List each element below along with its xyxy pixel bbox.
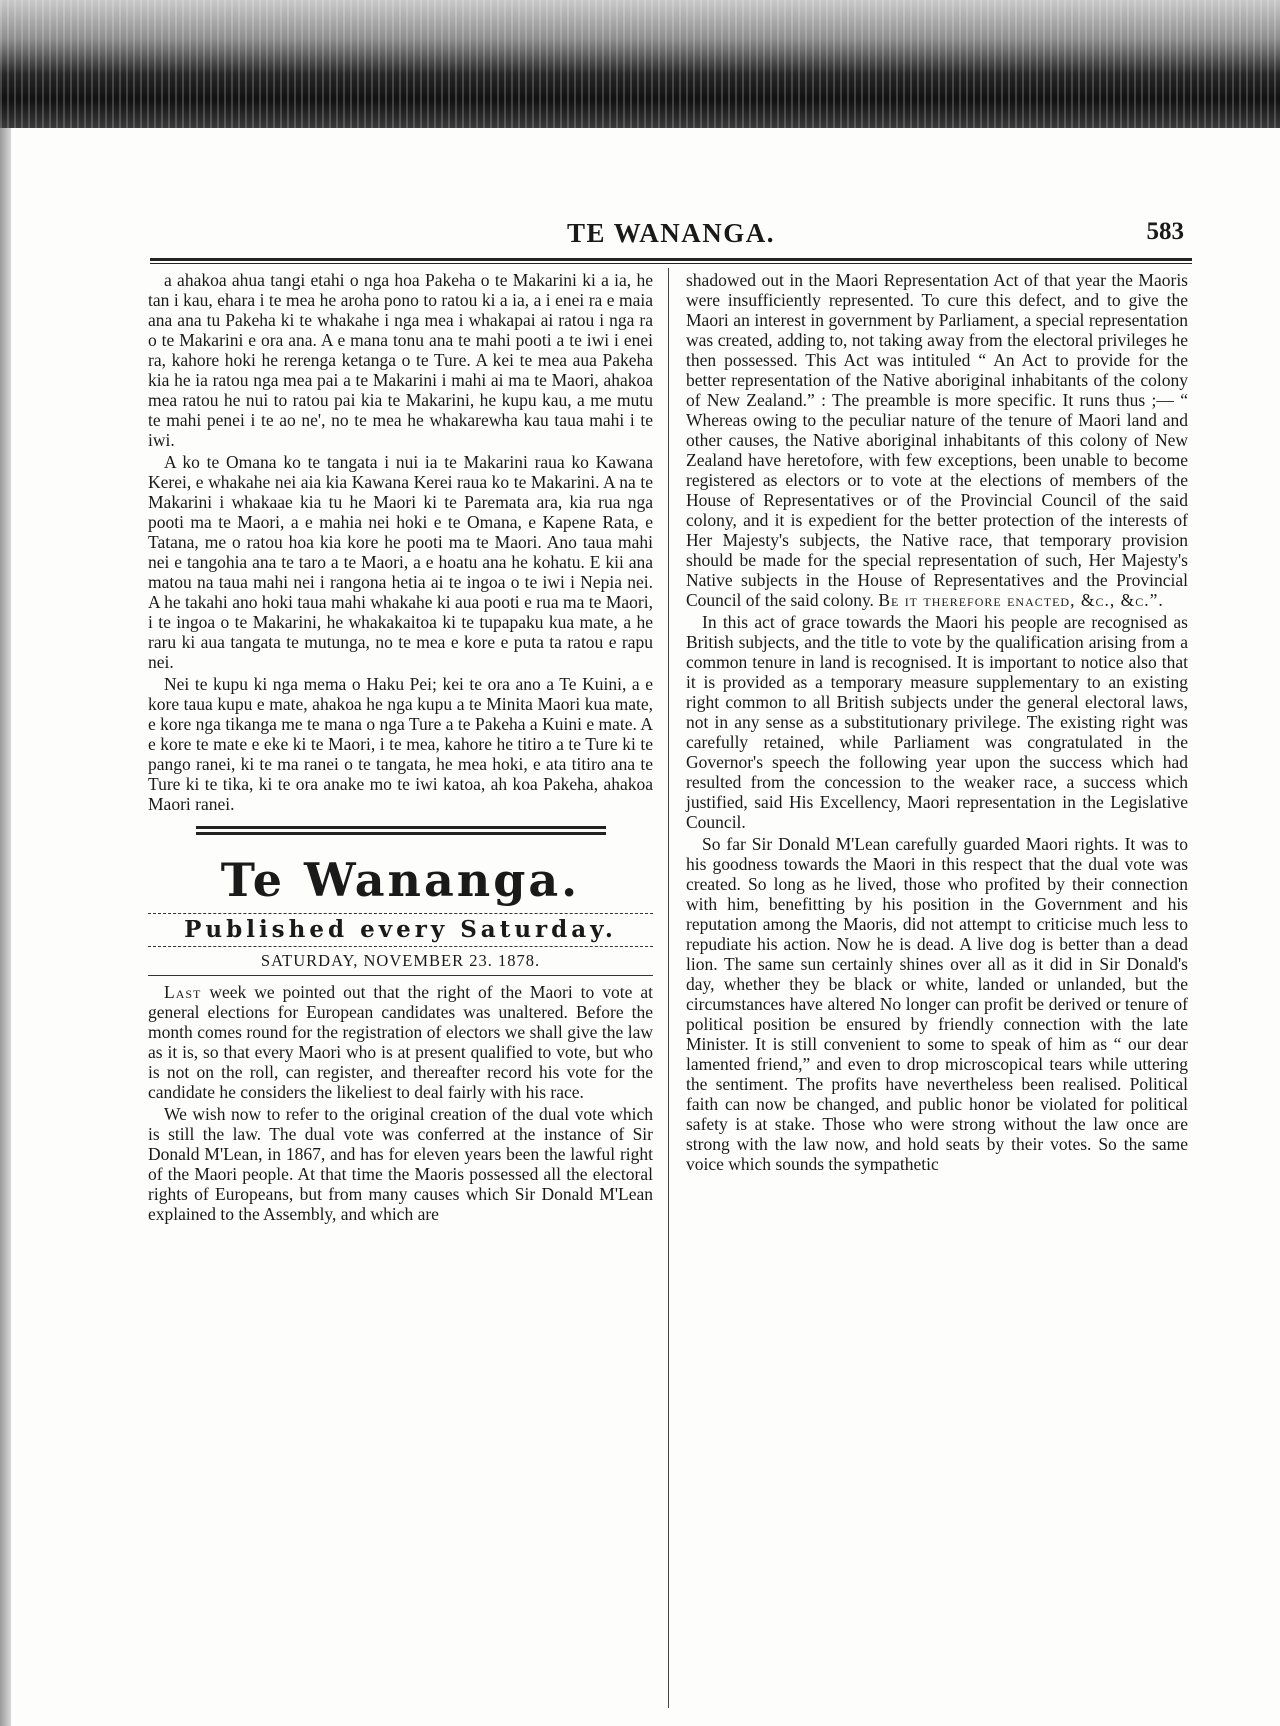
enacted-clause: Be it therefore enacted, &c., &c.”.	[878, 590, 1164, 610]
scan-top-edge	[0, 0, 1280, 128]
masthead-rule	[148, 913, 653, 914]
section-separator	[196, 826, 606, 835]
dateline-rule	[148, 975, 653, 976]
editorial-paragraph-2: We wish now to refer to the original creation of the dual vote which is still the law. The dual vote was conferred at the instance of Sir Donald M'Lean, in 1867, and has for eleven years been the lawful right of the Maori people. At that time the Maoris possessed all the electoral rights of Europeans, but from many causes which Sir Donald M'Lean explained to the Assembly, and which are	[148, 1104, 653, 1224]
dateline: SATURDAY, NOVEMBER 23. 1878.	[260, 951, 541, 970]
editorial-paragraph-1	[148, 982, 653, 1102]
editorial-lead-word: Last	[164, 982, 202, 1002]
maori-paragraph-2: A ko te Omana ko te tangata i nui ia te Makarini raua ko Kawana Kerei, e whakahe nei aia kia Kawana Kerei raua ko te Makarini. A na te Makarini i whakaae kia tu he Maori ki te Paremata ara, kia rua nga pooti ma te Maori, a e mahia nei hoki e te Omana, e Kapene Rata, e Tatana, me o ratou hoa kia kore he pooti ma te Maori. Ano taua mahi nei e tangohia ana te taro a te Maori, a e hoatu ana he kohatu. E kii ana matou na taua mahi nei i rangona hetia ai te ingoa o te iwi i Nepia nei. A he takahi ano hoki taua mahi whakahe ki aua pooti e rua ma te Maori, i te ingoa o te Makarini, he whakakaitoa ki te tupapaku kua mate, a he raru ki aua tangata te mutunga, no te mea e kore e puta ta ratou e rapu nei.	[148, 452, 653, 672]
right-column	[686, 270, 1188, 1706]
column-divider	[668, 268, 669, 1708]
maori-paragraph-3: Nei te kupu ki nga mema o Haku Pei; kei te ora ano a Te Kuini, a e kore taua kupu e mate, ahakoa he nga kupu a te Minita Maori kua mate, e kore nga tikanga me te mana o nga Ture a te Pakeha a Kuini e mate. A e kore te mate e eke ki te Maori, i te mea, kahore he titiro a te Ture ki te pango ranei, ki te ma ranei o te tangata, he mea hoki, e ata titiro ana te Ture ki te tika, ki te ora anake mo te iwi katoa, ah koa Pakeha, ahakoa Maori ranei.	[148, 674, 653, 814]
editorial-text: week we pointed out that the right of the Maori to vote at general elections for European candidates was unaltered. Before the month comes round for the registration of electors we shall give the law as it is, so that every Maori who is at present qualified to vote, but who is not on the roll, can register, and thereafter record his vote for the candidate he considers the likeliest to deal fairly with his race.	[148, 982, 653, 1102]
masthead-subtitle: Published every Saturday.	[184, 916, 617, 943]
header-rule	[150, 258, 1192, 264]
page-number: 583	[1146, 218, 1184, 245]
running-title: TE WANANGA.	[566, 218, 776, 248]
left-column	[148, 270, 653, 1706]
masthead-rule	[148, 946, 653, 947]
editorial-continuation	[686, 270, 1188, 610]
editorial-paragraph-3: In this act of grace towards the Maori his people are recognised as British subjects, and the title to vote by the qualification arising from a common tenure in land is recognised. It is important to notice also that it is provided as a temporary measure supplementary to an existing right common to all British subjects under the general electoral laws, not in any sense as a substitutionary privilege. The existing right was carefully retained, while Parliament was congratulated in the Governor's speech the following year upon the success which had resulted from the concession to the weaker race, a success which justified, said His Excellency, Maori representation in the Legislative Council.	[686, 612, 1188, 832]
masthead-title: Te Wananga.	[220, 853, 581, 907]
editorial-paragraph-4: So far Sir Donald M'Lean carefully guarded Maori rights. It was to his goodness towards the Maori in this respect that the dual vote was created. So long as he lived, those who profited by their connection with him, benefitting by his position in the Government and his reputation among the Maoris, did not attempt to criticise much less to repudiate his action. Now he is dead. A live dog is better than a dead lion. The same sun certainly shines over all as it did in Sir Donald's day, whether they be black or white, landed or unlanded, but the circumstances have altered No longer can profit be derived or tenure of political position be ensured by friendly connection with the late Minister. It is still convenient to some to speak of him as “ our dear lamented friend,” and even to drop microscopical tears while uttering the sentiment. The profits have nevertheless been realised. Political faith can now be changed, and public honor be violated for political safety is at stake. Those who were strong without the law once are strong with the law now, and hold seats by their votes. So the same voice which sounds the sympathetic	[686, 834, 1188, 1174]
maori-paragraph-1: a ahakoa ahua tangi etahi o nga hoa Pakeha o te Makarini ki a ia, he tan i kau, ehara i te mea he aroha pono to ratou ki a ia, a i enei ra e maia ana ana tu Pakeha ki te whakahe i nga mea i whakapai ai ratou i nga ra o te Makarini e ora ana. A e mana tonu ana te mahi pooti a te iwi i enei ra, kahore hoki he rerenga ketanga o te Ture. A kei te mea aua Pakeha kia he ia ratou nga mea pai a te Makarini i mahi ai ma te Maori, ahakoa mea ratou he nui to ratou pai kia te Makarini, he kupu kau, a me mutu te mahi penei i te ao ne', no te mea he whakarewha kau taua mahi i te iwi.	[148, 270, 653, 450]
page-header	[150, 218, 1192, 254]
act-preamble-text: shadowed out in the Maori Representation Act of that year the Maoris were insufficiently represented. To cure this defect, and to give the Maori an interest in government by Parliament, a special representation was created, adding to, not taking away from the electoral privileges he then possessed. This Act was intituled “ An Act to provide for the better representation of the Native aboriginal inhabitants of the colony of New Zealand.” : The preamble is more specific. It runs thus ;— “ Whereas owing to the peculiar nature of the tenure of Maori land and other causes, the Native aboriginal inhabitants of this colony of New Zealand have heretofore, with few exceptions, been unable to become registered as electors or to vote at the elections of members of the House of Representatives or of the Provincial Council of the said colony, and it is expedient for the better protection of the interests of Her Majesty's subjects, the Native race, that temporary provision should be made for the special representation of such, Her Majesty's Native subjects in the House of Representatives and the Provincial Council of the said colony.	[686, 270, 1188, 610]
scan-left-edge	[0, 128, 11, 1726]
